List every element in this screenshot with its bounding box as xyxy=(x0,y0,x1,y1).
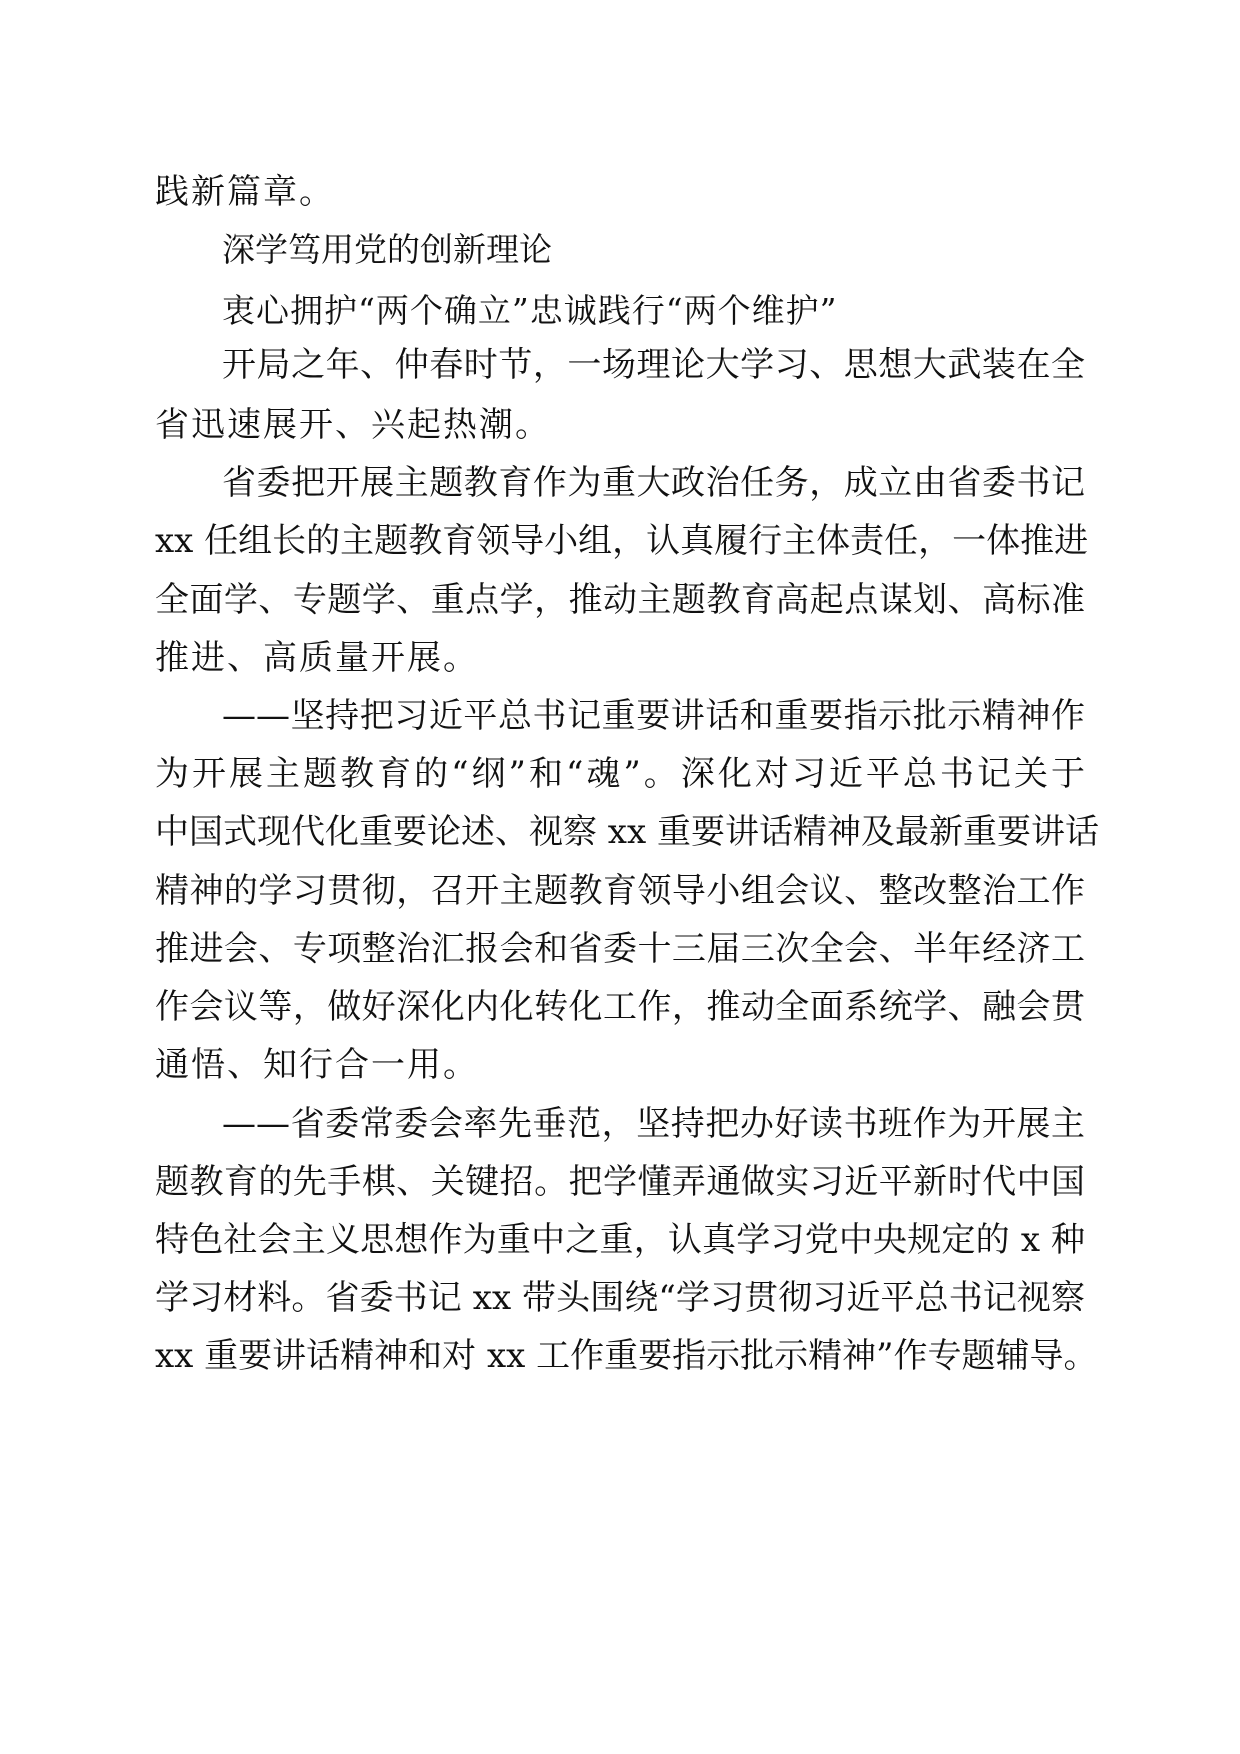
paragraph-line: 全面学、专题学、重点学，推动主题教育高起点谋划、高标准 xyxy=(155,580,1085,620)
paragraph-line: ——省委常委会率先垂范，坚持把办好读书班作为开展主 xyxy=(222,1104,1085,1144)
paragraph-line: xx 任组长的主题教育领导小组，认真履行主体责任，一体推进 xyxy=(155,521,1089,561)
paragraph-line: 精神的学习贯彻，召开主题教育领导小组会议、整改整治工作 xyxy=(155,871,1085,911)
paragraph-continuation-line: 践新篇章。 xyxy=(155,172,335,212)
paragraph-line: 学习材料。省委书记 xx 带头围绕“学习贯彻习近平总书记视察 xyxy=(155,1278,1085,1318)
paragraph-line: 特色社会主义思想作为重中之重，认真学习党中央规定的 x 种 xyxy=(155,1220,1085,1260)
paragraph-line: 为开展主题教育的“纲”和“魂”。深化对习近平总书记关于 xyxy=(155,754,1085,794)
paragraph-line: xx 重要讲话精神和对 xx 工作重要指示批示精神”作专题辅导。 xyxy=(155,1336,1098,1376)
paragraph-line: 中国式现代化重要论述、视察 xx 重要讲话精神及最新重要讲话 xyxy=(155,812,1099,852)
paragraph-line: 省委把开展主题教育作为重大政治任务，成立由省委书记 xyxy=(222,463,1085,503)
paragraph-line: 推进、高质量开展。 xyxy=(155,638,479,678)
section-heading: 深学笃用党的创新理论 xyxy=(222,230,552,269)
paragraph-line: 通悟、知行合一用。 xyxy=(155,1045,479,1085)
paragraph-line: 题教育的先手棋、关键招。把学懂弄通做实习近平新时代中国 xyxy=(155,1162,1085,1202)
section-subheading: 衷心拥护“两个确立”忠诚践行“两个维护” xyxy=(222,291,838,330)
paragraph-line: 作会议等，做好深化内化转化工作，推动全面系统学、融会贯 xyxy=(155,987,1085,1027)
paragraph-line: 省迅速展开、兴起热潮。 xyxy=(155,405,551,445)
paragraph-line: 开局之年、仲春时节，一场理论大学习、思想大武装在全 xyxy=(222,345,1085,385)
paragraph-line: ——坚持把习近平总书记重要讲话和重要指示批示精神作 xyxy=(222,696,1085,736)
paragraph-line: 推进会、专项整治汇报会和省委十三届三次全会、半年经济工 xyxy=(155,929,1085,969)
